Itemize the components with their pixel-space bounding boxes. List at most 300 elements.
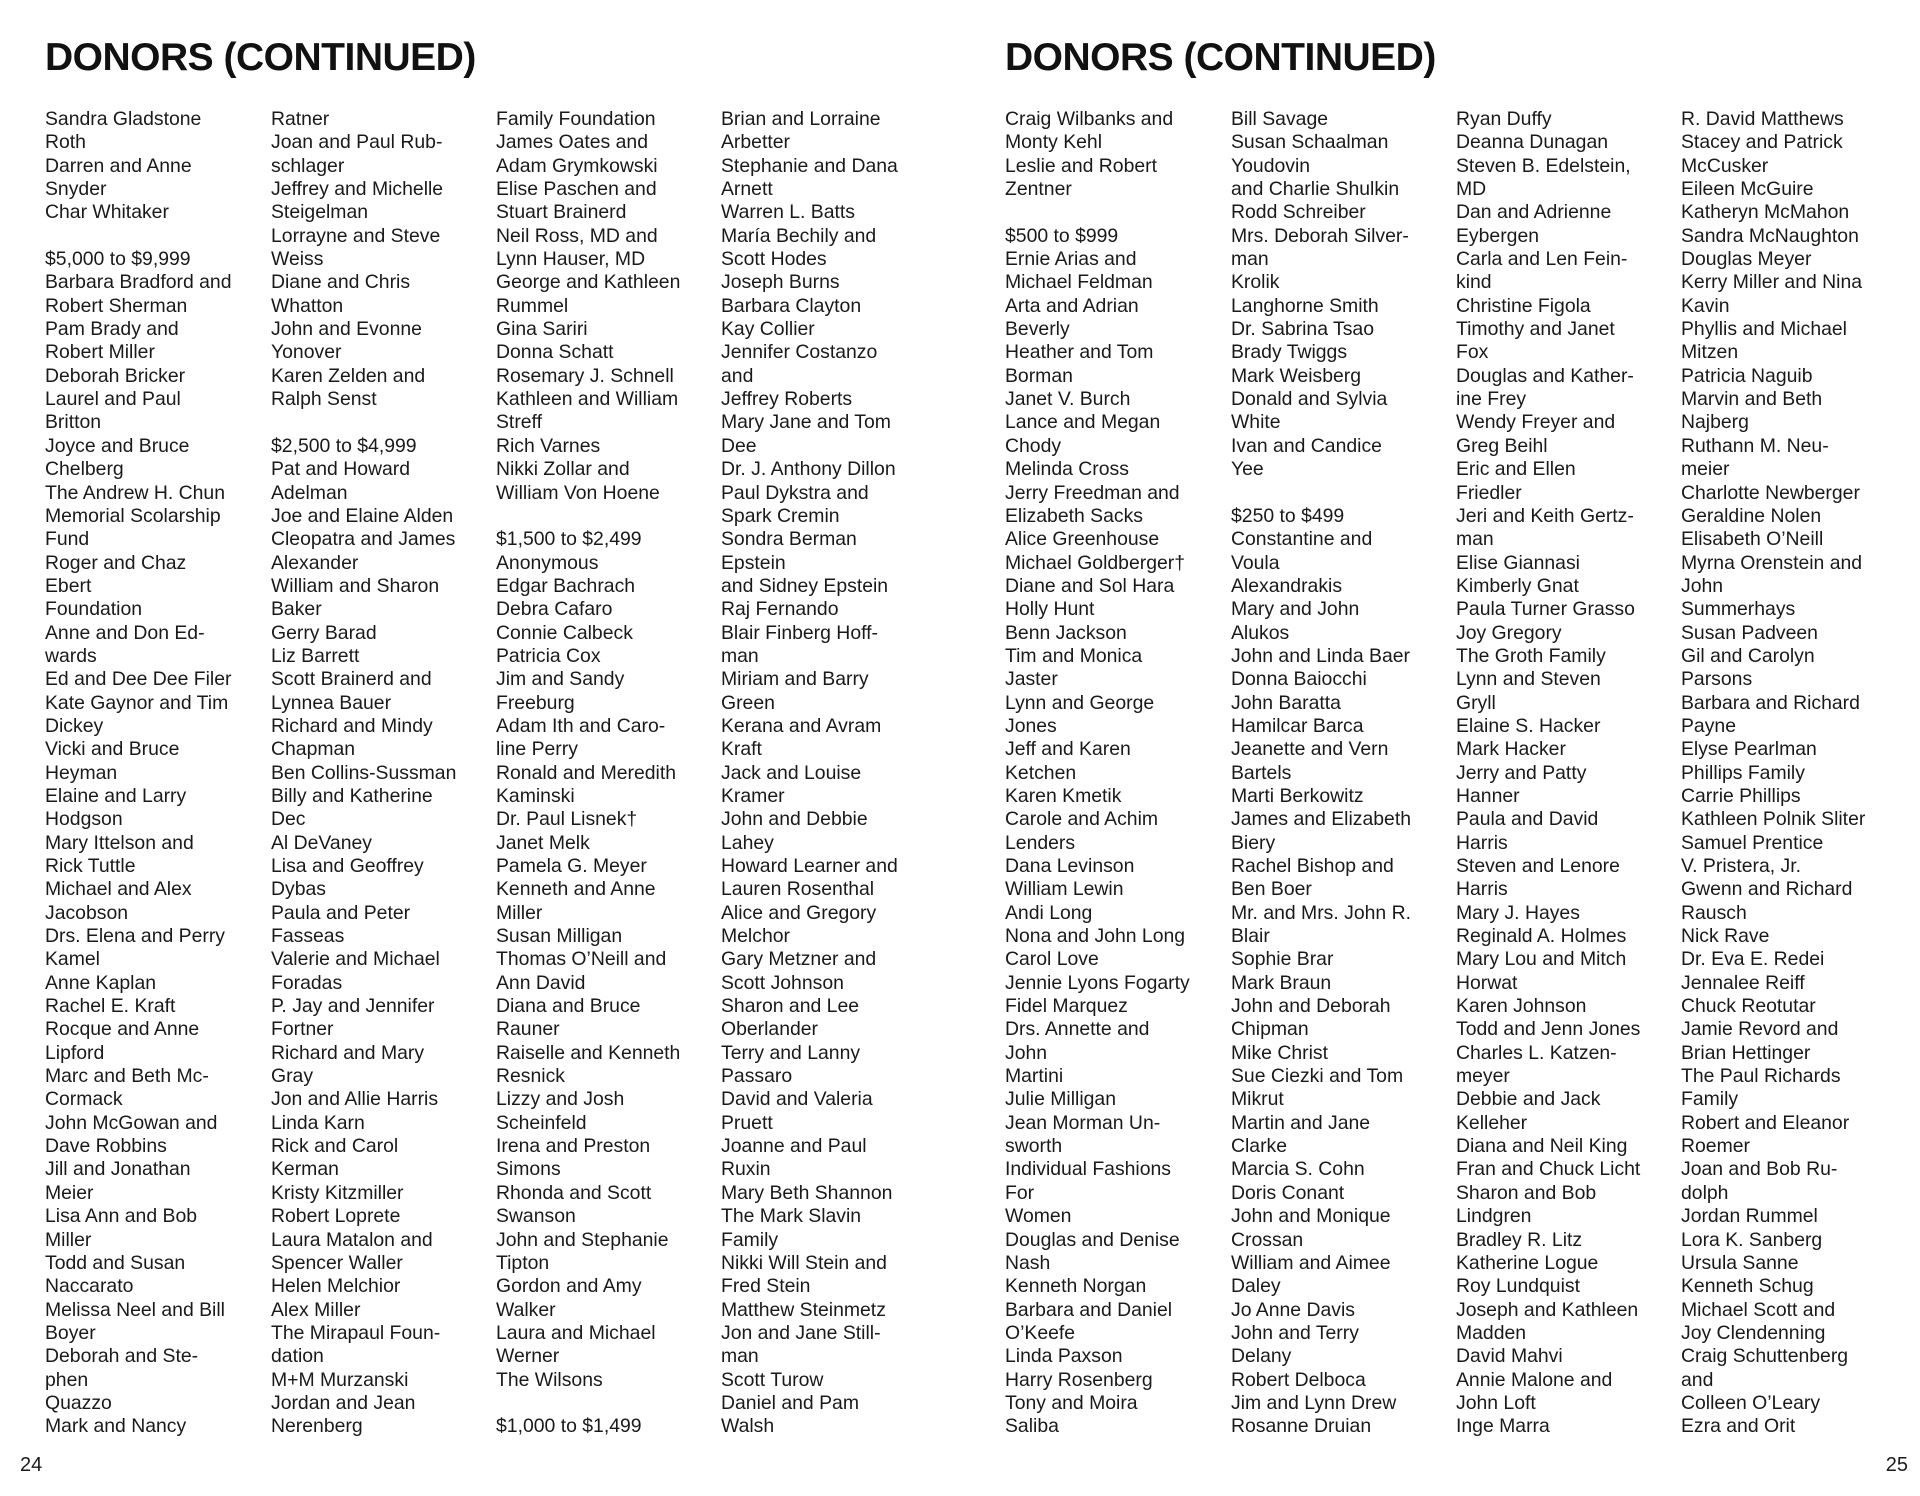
donor-line: Paul Dykstra and bbox=[721, 481, 869, 504]
donor-line: MD bbox=[1456, 178, 1487, 201]
donor-line: Melissa Neel and Bill bbox=[45, 1298, 225, 1321]
donor-line: Miller bbox=[45, 1228, 92, 1251]
donor-line: Cormack bbox=[45, 1088, 123, 1111]
donor-line: Epstein bbox=[721, 551, 786, 574]
donor-line: Charlotte Newberger bbox=[1681, 481, 1860, 504]
donor-line: Lora K. Sanberg bbox=[1681, 1228, 1823, 1251]
donor-line: and Charlie Shulkin bbox=[1231, 178, 1400, 201]
donor-line: Craig Schuttenberg bbox=[1681, 1345, 1849, 1368]
donor-line: Alexandrakis bbox=[1231, 574, 1343, 597]
donor-line: Eric and Ellen bbox=[1456, 458, 1576, 481]
donor-line: Kelleher bbox=[1456, 1111, 1528, 1134]
donor-line: line Perry bbox=[496, 738, 578, 761]
donor-line: Lizzy and Josh bbox=[496, 1088, 625, 1111]
donor-line: John and Evonne bbox=[271, 318, 422, 341]
donor-line: William Lewin bbox=[1005, 878, 1124, 901]
donor-line: Marti Berkowitz bbox=[1231, 784, 1364, 807]
donor-line: Family Foundation bbox=[496, 108, 656, 130]
donor-line: Paula Turner Grasso bbox=[1456, 598, 1635, 621]
donor-line: Marc and Beth Mc- bbox=[45, 1065, 209, 1088]
donor-line: Ezra and Orit bbox=[1681, 1415, 1796, 1438]
donor-line: Susan Milligan bbox=[496, 925, 623, 948]
donor-line: Dr. Eva E. Redei bbox=[1681, 948, 1825, 971]
donor-line: Steigelman bbox=[271, 201, 369, 224]
donor-line: Diana and Bruce bbox=[496, 995, 641, 1018]
donor-line: Darren and Anne bbox=[45, 154, 192, 177]
donor-line: Lynnea Bauer bbox=[271, 691, 392, 714]
donor-line: Constantine and bbox=[1231, 528, 1373, 551]
donor-line: Douglas and Denise bbox=[1005, 1228, 1180, 1251]
donor-line: Miriam and Barry bbox=[721, 668, 869, 691]
donor-line: Matthew Steinmetz bbox=[721, 1298, 886, 1321]
page-number: 24 bbox=[20, 1454, 43, 1476]
donor-line: ine Frey bbox=[1456, 388, 1527, 411]
donor-line: Roth bbox=[45, 131, 86, 154]
donor-column-1 bbox=[45, 108, 265, 1439]
donor-line: Bradley R. Litz bbox=[1456, 1228, 1583, 1251]
donor-line: Britton bbox=[45, 411, 102, 434]
donor-line: Drs. Elena and Perry bbox=[45, 925, 225, 948]
donor-line: Jamie Revord and bbox=[1681, 1018, 1839, 1041]
donor-line: Colleen O’Leary bbox=[1681, 1391, 1821, 1414]
donor-line: Saliba bbox=[1005, 1415, 1059, 1438]
donor-line: The Mark Slavin bbox=[721, 1205, 862, 1228]
donor-line: Nikki Zollar and bbox=[496, 458, 630, 481]
donor-line: Nerenberg bbox=[271, 1415, 363, 1438]
donor-line: Douglas and Kather- bbox=[1456, 364, 1634, 387]
donor-line: Jeffrey Roberts bbox=[721, 388, 853, 411]
donor-line: Joan and Paul Rub- bbox=[271, 131, 443, 154]
donor-line: Anne and Don Ed- bbox=[45, 621, 205, 644]
donor-line: Eileen McGuire bbox=[1681, 178, 1814, 201]
donor-line: David and Valeria bbox=[721, 1088, 873, 1111]
donor-line: Lahey bbox=[721, 831, 774, 854]
spacer bbox=[1005, 201, 1225, 224]
donor-line: Lenders bbox=[1005, 831, 1076, 854]
donor-line: Jon and Jane Still- bbox=[721, 1321, 881, 1344]
donor-line: Lauren Rosenthal bbox=[721, 878, 875, 901]
gift-level-heading: $1,000 to $1,499 bbox=[496, 1415, 642, 1438]
donor-line: For bbox=[1005, 1181, 1035, 1204]
donor-line: Green bbox=[721, 691, 775, 714]
donor-line: Zentner bbox=[1005, 178, 1072, 201]
donor-line: Melchor bbox=[721, 925, 790, 948]
gift-level-heading: $1,500 to $2,499 bbox=[496, 528, 642, 551]
donor-line: Horwat bbox=[1456, 971, 1518, 994]
donor-line: Benn Jackson bbox=[1005, 621, 1127, 644]
donor-line: Jerry and Patty bbox=[1456, 761, 1587, 784]
donor-line: Jeff and Karen bbox=[1005, 738, 1131, 761]
donor-line: Dr. Sabrina Tsao bbox=[1231, 318, 1374, 341]
donor-line: Karen Johnson bbox=[1456, 995, 1587, 1018]
donor-line: Barbara Clayton bbox=[721, 294, 862, 317]
donor-line: Mikrut bbox=[1231, 1088, 1284, 1111]
donor-line: Steven B. Edelstein, bbox=[1456, 154, 1631, 177]
donor-line: Howard Learner and bbox=[721, 855, 898, 877]
donor-line: Rummel bbox=[496, 294, 569, 317]
donor-line: Mike Christ bbox=[1231, 1041, 1328, 1064]
donor-line: Family bbox=[721, 1228, 779, 1251]
donor-line: Resnick bbox=[496, 1065, 565, 1088]
donor-line: Alexander bbox=[271, 551, 359, 574]
donor-line: Ruthann M. Neu- bbox=[1681, 434, 1829, 457]
donor-line: Joanne and Paul bbox=[721, 1135, 867, 1158]
donor-line: Robert Sherman bbox=[45, 294, 188, 317]
donor-line: Chody bbox=[1005, 434, 1062, 457]
donor-line: Harris bbox=[1456, 831, 1508, 854]
donor-line: Jeffrey and Michelle bbox=[271, 178, 444, 201]
donor-line: Ryan Duffy bbox=[1456, 108, 1552, 130]
page-number: 25 bbox=[1885, 1454, 1908, 1476]
donor-line: Jordan Rummel bbox=[1681, 1205, 1818, 1228]
donor-line: Alice Greenhouse bbox=[1005, 528, 1160, 551]
donor-line: Janet Melk bbox=[496, 831, 590, 854]
donor-column-2 bbox=[271, 108, 491, 1439]
donor-line: John and Monique bbox=[1231, 1205, 1391, 1228]
donor-line: Brian and Lorraine bbox=[721, 108, 881, 130]
donor-line: Werner bbox=[496, 1345, 560, 1368]
donor-line: Ketchen bbox=[1005, 761, 1077, 784]
donor-line: Nash bbox=[1005, 1251, 1051, 1274]
donor-line: Dybas bbox=[271, 878, 326, 901]
donor-line: Donna Baiocchi bbox=[1231, 668, 1367, 691]
spacer bbox=[496, 1392, 716, 1415]
donor-line: Mark Weisberg bbox=[1231, 364, 1362, 387]
donor-line: Pruett bbox=[721, 1111, 773, 1134]
donor-line: phen bbox=[45, 1368, 89, 1391]
donor-line: Ursula Sanne bbox=[1681, 1251, 1799, 1274]
donor-line: Stacey and Patrick bbox=[1681, 131, 1843, 154]
donor-line: Elaine and Larry bbox=[45, 784, 187, 807]
donor-line: The Groth Family bbox=[1456, 644, 1606, 667]
donor-line: Todd and Jenn Jones bbox=[1456, 1018, 1641, 1041]
donor-line: Steven and Lenore bbox=[1456, 855, 1620, 877]
donor-line: Al DeVaney bbox=[271, 831, 372, 854]
donor-line: Myrna Orenstein and bbox=[1681, 551, 1863, 574]
donor-line: Dickey bbox=[45, 714, 104, 737]
donor-line: Greg Beihl bbox=[1456, 434, 1548, 457]
donor-line: Adam Grymkowski bbox=[496, 154, 658, 177]
donor-line: Annie Malone and bbox=[1456, 1368, 1613, 1391]
donor-line: Deanna Dunagan bbox=[1456, 131, 1609, 154]
donor-line: Kristy Kitzmiller bbox=[271, 1181, 404, 1204]
donor-line: Connie Calbeck bbox=[496, 621, 633, 644]
donor-line: Valerie and Michael bbox=[271, 948, 440, 971]
donor-line: Donald and Sylvia bbox=[1231, 388, 1388, 411]
donor-line: Lynn Hauser, MD bbox=[496, 248, 646, 271]
donor-line: Kraft bbox=[721, 738, 762, 761]
donor-line: Mrs. Deborah Silver- bbox=[1231, 224, 1409, 247]
donor-line: Whatton bbox=[271, 294, 344, 317]
donor-line: Marcia S. Cohn bbox=[1231, 1158, 1365, 1181]
donor-line: Eybergen bbox=[1456, 224, 1540, 247]
donor-line: Mary J. Hayes bbox=[1456, 901, 1580, 924]
donor-line: Dr. Paul Lisnek† bbox=[496, 808, 638, 831]
donor-line: Mitzen bbox=[1681, 341, 1739, 364]
donor-line: Dec bbox=[271, 808, 306, 831]
donor-line: Nikki Will Stein and bbox=[721, 1251, 887, 1274]
donor-line: Individual Fashions bbox=[1005, 1158, 1171, 1181]
donor-line: R. David Matthews bbox=[1681, 108, 1844, 130]
donor-line: Lisa and Geoffrey bbox=[271, 855, 424, 877]
donor-line: Scheinfeld bbox=[496, 1111, 587, 1134]
donor-line: Arta and Adrian bbox=[1005, 294, 1139, 317]
donor-line: Jim and Sandy bbox=[496, 668, 625, 691]
donor-line: Marvin and Beth bbox=[1681, 388, 1823, 411]
donor-line: Kathleen Polnik Sliter bbox=[1681, 808, 1866, 831]
donor-line: Patricia Naguib bbox=[1681, 364, 1813, 387]
donor-line: Ann David bbox=[496, 971, 586, 994]
donor-line: Elise Paschen and bbox=[496, 178, 657, 201]
donor-line: Kathleen and William bbox=[496, 388, 679, 411]
donor-line: Geraldine Nolen bbox=[1681, 504, 1822, 527]
donor-line: Ebert bbox=[45, 574, 92, 597]
donor-line: Michael Goldberger† bbox=[1005, 551, 1185, 574]
donor-line: Fortner bbox=[271, 1018, 334, 1041]
donor-line: Carla and Len Fein- bbox=[1456, 248, 1628, 271]
donor-line: Jeri and Keith Gertz- bbox=[1456, 504, 1634, 527]
donor-line: Bartels bbox=[1231, 761, 1292, 784]
donor-line: Nona and John Long bbox=[1005, 925, 1186, 948]
donor-line: Kate Gaynor and Tim bbox=[45, 691, 229, 714]
donor-line: Kimberly Gnat bbox=[1456, 574, 1579, 597]
donor-line: John bbox=[1681, 574, 1724, 597]
donor-line: Andi Long bbox=[1005, 901, 1093, 924]
donor-line: Passaro bbox=[721, 1065, 793, 1088]
spacer bbox=[1231, 482, 1451, 505]
donor-line: Debra Cafaro bbox=[496, 598, 613, 621]
donor-line: Laura and Michael bbox=[496, 1321, 656, 1344]
donor-column-2 bbox=[1231, 108, 1451, 1439]
donor-line: Stuart Brainerd bbox=[496, 201, 627, 224]
donor-line: Tony and Moira bbox=[1005, 1391, 1138, 1414]
donor-line: man bbox=[721, 644, 759, 667]
donor-line: Dan and Adrienne bbox=[1456, 201, 1612, 224]
donor-line: Terry and Lanny bbox=[721, 1041, 861, 1064]
donor-line: Blair bbox=[1231, 925, 1270, 948]
donor-line: Jon and Allie Harris bbox=[271, 1088, 439, 1111]
donor-line: Jennifer Costanzo bbox=[721, 341, 878, 364]
donor-line: John and Terry bbox=[1231, 1321, 1359, 1344]
donor-line: Jack and Louise bbox=[721, 761, 862, 784]
donor-line: John and Deborah bbox=[1231, 995, 1391, 1018]
donor-line: Dee bbox=[721, 434, 757, 457]
donor-line: Jeanette and Vern bbox=[1231, 738, 1389, 761]
donor-line: Melinda Cross bbox=[1005, 458, 1129, 481]
donor-line: Jerry Freedman and bbox=[1005, 481, 1180, 504]
donor-line: Susan Schaalman bbox=[1231, 131, 1389, 154]
donor-line: Harris bbox=[1456, 878, 1508, 901]
donor-line: Ralph Senst bbox=[271, 388, 377, 411]
donor-line: Jill and Jonathan bbox=[45, 1158, 191, 1181]
donor-line: Charles L. Katzen- bbox=[1456, 1041, 1617, 1064]
donor-line: Harry Rosenberg bbox=[1005, 1368, 1153, 1391]
donor-line: Simons bbox=[496, 1158, 561, 1181]
donor-line: Walker bbox=[496, 1298, 556, 1321]
donor-line: Deborah Bricker bbox=[45, 364, 186, 387]
donor-line: Heather and Tom bbox=[1005, 341, 1154, 364]
donor-line: Scott Brainerd and bbox=[271, 668, 432, 691]
donor-line: Kamel bbox=[45, 948, 100, 971]
donor-line: Jennie Lyons Fogarty bbox=[1005, 971, 1190, 994]
donor-line: Chelberg bbox=[45, 458, 124, 481]
donor-line: Voula bbox=[1231, 551, 1280, 574]
right-page bbox=[960, 0, 1920, 1496]
donor-line: Meier bbox=[45, 1181, 94, 1204]
donor-line: Joseph and Kathleen bbox=[1456, 1298, 1639, 1321]
gift-level-heading: $5,000 to $9,999 bbox=[45, 248, 191, 271]
donor-line: Gil and Carolyn bbox=[1681, 644, 1815, 667]
donor-line: Karen Kmetik bbox=[1005, 784, 1122, 807]
donor-column-3 bbox=[1456, 108, 1676, 1439]
donor-line: sworth bbox=[1005, 1135, 1063, 1158]
donor-line: Rich Varnes bbox=[496, 434, 601, 457]
donor-line: Gerry Barad bbox=[271, 621, 377, 644]
donor-line: Oberlander bbox=[721, 1018, 819, 1041]
donor-line: and Sidney Epstein bbox=[721, 574, 889, 597]
donor-line: Alex Miller bbox=[271, 1298, 361, 1321]
donor-line: Ben Boer bbox=[1231, 878, 1312, 901]
donor-line: Payne bbox=[1681, 714, 1736, 737]
donor-line: and bbox=[1681, 1368, 1714, 1391]
donor-line: Gryll bbox=[1456, 691, 1496, 714]
donor-line: Carol Love bbox=[1005, 948, 1099, 971]
donor-line: Roy Lundquist bbox=[1456, 1275, 1580, 1298]
donor-line: M+M Murzanski bbox=[271, 1368, 409, 1391]
donor-line: Jaster bbox=[1005, 668, 1058, 691]
donor-line: Deborah and Ste- bbox=[45, 1345, 199, 1368]
donor-line: The Mirapaul Foun- bbox=[271, 1321, 441, 1344]
donor-line: dation bbox=[271, 1345, 324, 1368]
donor-line: Rick Tuttle bbox=[45, 855, 136, 877]
donor-line: Hodgson bbox=[45, 808, 123, 831]
donor-line: Daniel and Pam bbox=[721, 1391, 859, 1414]
gift-level-heading: $2,500 to $4,999 bbox=[271, 434, 417, 457]
donor-line: William and Aimee bbox=[1231, 1251, 1391, 1274]
donor-line: Nick Rave bbox=[1681, 925, 1770, 948]
donor-line: Swanson bbox=[496, 1205, 576, 1228]
donor-line: Boyer bbox=[45, 1321, 96, 1344]
donor-line: Foradas bbox=[271, 971, 343, 994]
donor-line: John McGowan and bbox=[45, 1111, 218, 1134]
donor-line: Diane and Sol Hara bbox=[1005, 574, 1175, 597]
donor-line: Mr. and Mrs. John R. bbox=[1231, 901, 1411, 924]
donor-line: Jo Anne Davis bbox=[1231, 1298, 1355, 1321]
donor-line: Chuck Reotutar bbox=[1681, 995, 1816, 1018]
donor-line: John and Stephanie bbox=[496, 1228, 669, 1251]
donor-line: Rosemary J. Schnell bbox=[496, 364, 674, 387]
donor-line: Janet V. Burch bbox=[1005, 388, 1131, 411]
donor-line: Martin and Jane bbox=[1231, 1111, 1371, 1134]
donor-line: Scott Hodes bbox=[721, 248, 827, 271]
donor-line: Kay Collier bbox=[721, 318, 815, 341]
donor-line: Kerry Miller and Nina bbox=[1681, 271, 1863, 294]
donor-line: Holly Hunt bbox=[1005, 598, 1095, 621]
donor-line: Clarke bbox=[1231, 1135, 1288, 1158]
donor-line: Chapman bbox=[271, 738, 356, 761]
donor-line: man bbox=[1231, 248, 1269, 271]
donor-line: Cleopatra and James bbox=[271, 528, 456, 551]
donor-line: The Andrew H. Chun bbox=[45, 481, 225, 504]
donor-line: Langhorne Smith bbox=[1231, 294, 1379, 317]
donor-line: Robert Miller bbox=[45, 341, 155, 364]
donor-line: Hamilcar Barca bbox=[1231, 714, 1364, 737]
donor-line: Chipman bbox=[1231, 1018, 1309, 1041]
donor-line: Summerhays bbox=[1681, 598, 1796, 621]
donor-line: Robert and Eleanor bbox=[1681, 1111, 1850, 1134]
donor-line: Samuel Prentice bbox=[1681, 831, 1824, 854]
donor-line: Richard and Mary bbox=[271, 1041, 425, 1064]
donor-line: Alukos bbox=[1231, 621, 1290, 644]
donor-line: Rausch bbox=[1681, 901, 1747, 924]
donor-column-1 bbox=[1005, 108, 1225, 1439]
spacer bbox=[496, 505, 716, 528]
donor-line: P. Jay and Jennifer bbox=[271, 995, 435, 1018]
gift-level-heading: $500 to $999 bbox=[1005, 224, 1119, 247]
donor-line: Walsh bbox=[721, 1415, 775, 1438]
donor-line: Inge Marra bbox=[1456, 1415, 1550, 1438]
donor-line: Friedler bbox=[1456, 481, 1522, 504]
donor-line: Dana Levinson bbox=[1005, 855, 1135, 877]
donor-line: Stephanie and Dana bbox=[721, 154, 898, 177]
donor-line: Kerman bbox=[271, 1158, 339, 1181]
donor-line: John and Debbie bbox=[721, 808, 868, 831]
donor-line: man bbox=[721, 1345, 759, 1368]
donor-line: Lynn and George bbox=[1005, 691, 1155, 714]
donor-line: Kerana and Avram bbox=[721, 714, 882, 737]
donor-line: Baker bbox=[271, 598, 322, 621]
donor-line: Wendy Freyer and bbox=[1456, 411, 1616, 434]
donor-line: Foundation bbox=[45, 598, 143, 621]
donor-line: Pamela G. Meyer bbox=[496, 855, 647, 877]
donor-line: Vicki and Bruce bbox=[45, 738, 180, 761]
donor-line: Borman bbox=[1005, 364, 1073, 387]
donor-line: Family bbox=[1681, 1088, 1739, 1111]
donor-line: Fran and Chuck Licht bbox=[1456, 1158, 1641, 1181]
donor-line: Scott Turow bbox=[721, 1368, 824, 1391]
donor-line: Yonover bbox=[271, 341, 342, 364]
donor-line: Dave Robbins bbox=[45, 1135, 167, 1158]
donor-line: James Oates and bbox=[496, 131, 648, 154]
donor-line: Rosanne Druian bbox=[1231, 1415, 1372, 1438]
donor-line: Miller bbox=[496, 901, 543, 924]
donor-line: Crossan bbox=[1231, 1228, 1304, 1251]
donor-line: Yee bbox=[1231, 458, 1264, 481]
donor-line: Ivan and Candice bbox=[1231, 434, 1382, 457]
donor-line: Sophie Brar bbox=[1231, 948, 1334, 971]
donor-line: Patricia Cox bbox=[496, 644, 601, 667]
donor-line: Hanner bbox=[1456, 784, 1520, 807]
donor-line: David Mahvi bbox=[1456, 1345, 1563, 1368]
donor-line: wards bbox=[45, 644, 97, 667]
donor-line: Ernie Arias and bbox=[1005, 248, 1137, 271]
donor-line: Jean Morman Un- bbox=[1005, 1111, 1161, 1134]
donor-line: Adam Ith and Caro- bbox=[496, 714, 666, 737]
donor-line: Naccarato bbox=[45, 1275, 134, 1298]
donor-line: Todd and Susan bbox=[45, 1251, 186, 1274]
donor-line: Ronald and Meredith bbox=[496, 761, 677, 784]
page-title: DONORS (CONTINUED) bbox=[45, 36, 476, 79]
donor-line: Rachel Bishop and bbox=[1231, 855, 1394, 877]
donor-line: Diane and Chris bbox=[271, 271, 411, 294]
donor-line: Tim and Monica bbox=[1005, 644, 1143, 667]
donor-line: Helen Melchior bbox=[271, 1275, 401, 1298]
donor-line: Robert Delboca bbox=[1231, 1368, 1366, 1391]
donor-line: Paula and Peter bbox=[271, 901, 411, 924]
donor-line: Sharon and Bob bbox=[1456, 1181, 1597, 1204]
donor-line: Katheryn McMahon bbox=[1681, 201, 1850, 224]
donor-line: Joy Clendenning bbox=[1681, 1321, 1826, 1344]
